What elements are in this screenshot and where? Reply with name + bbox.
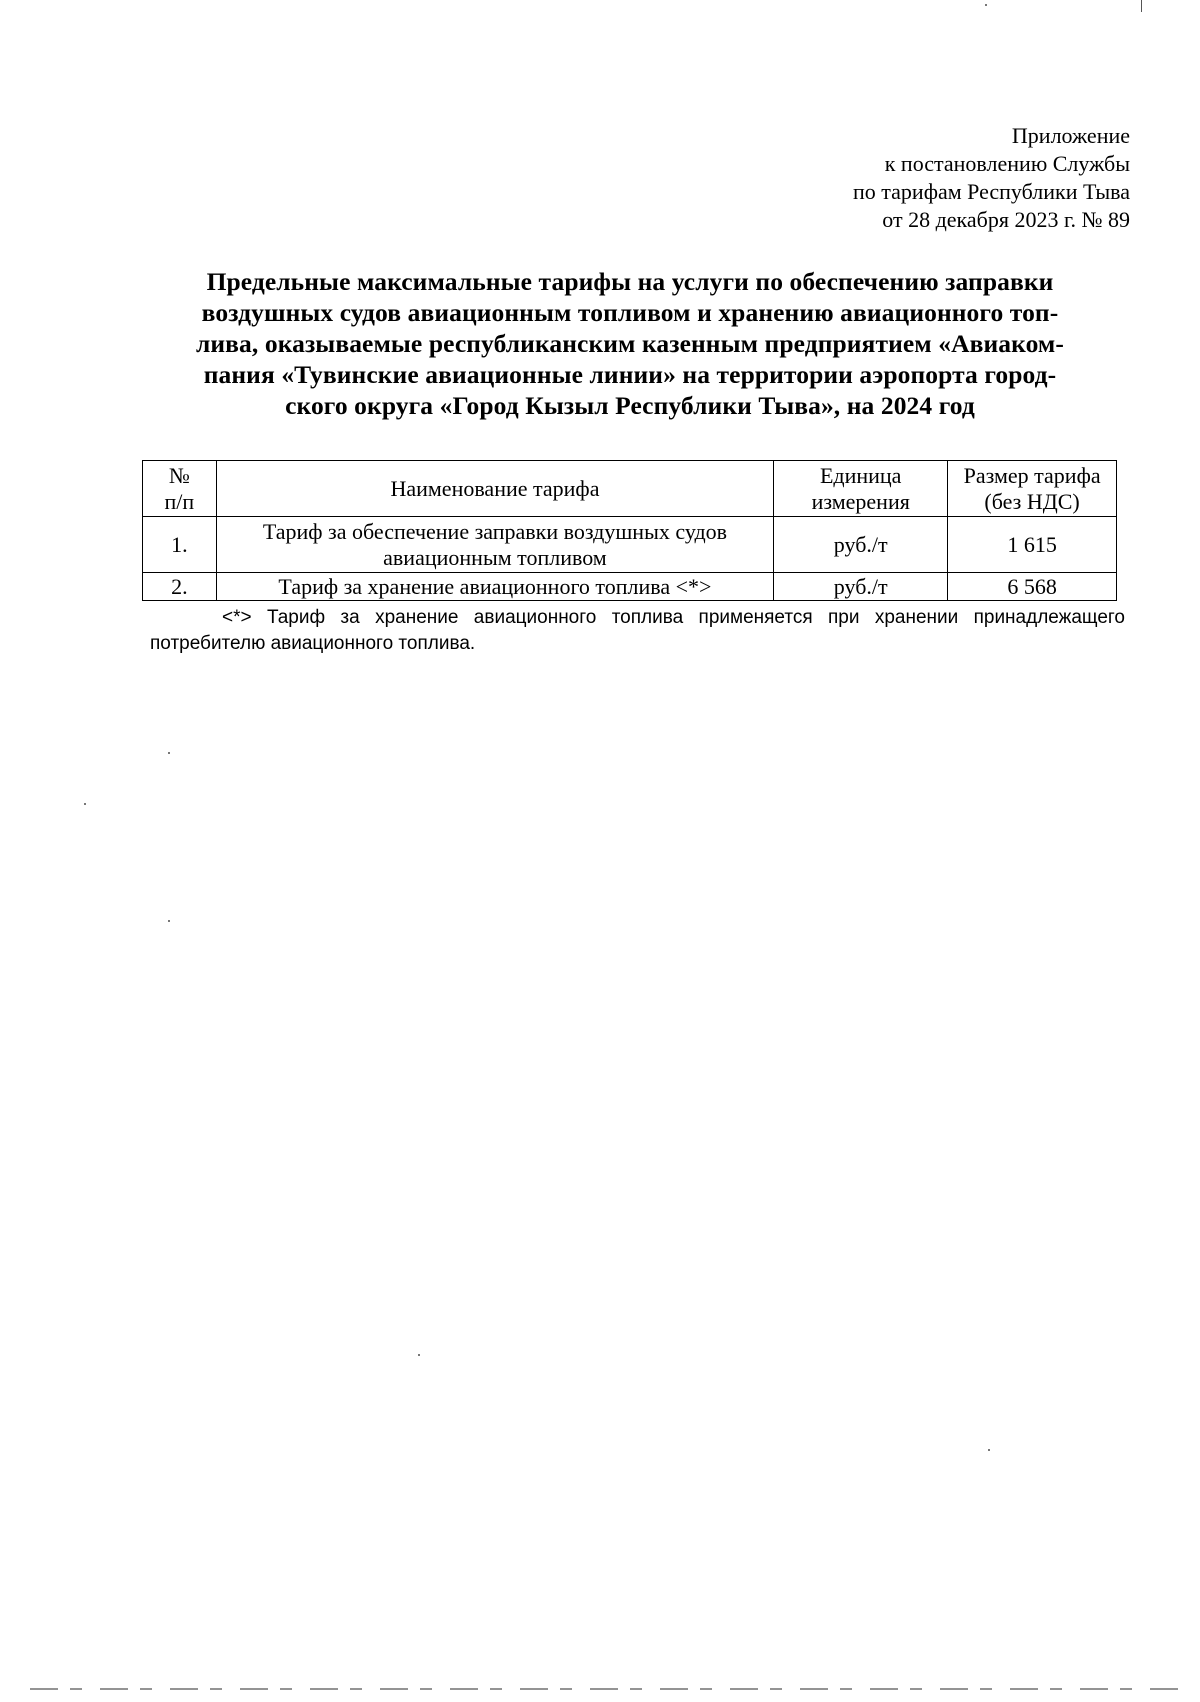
header-number (143, 461, 217, 517)
header-unit (774, 461, 948, 517)
row-number: 2. (143, 573, 217, 601)
appendix-line: по тарифам Республики Тыва (853, 179, 1130, 204)
header-unit-line2: измерения (811, 488, 910, 514)
row-rate: 1 615 (948, 517, 1117, 573)
header-rate (948, 461, 1117, 517)
header-number-line2: п/п (164, 488, 195, 514)
row-unit: руб./т (774, 517, 948, 573)
appendix-line: от 28 декабря 2023 г. № 89 (882, 207, 1130, 232)
table-row (143, 517, 1117, 573)
row-name (216, 517, 774, 573)
title-line: Предельные максимальные тарифы на услуги по обеспечению заправки (206, 267, 1054, 296)
document-title (150, 266, 1110, 421)
scan-speck (168, 752, 170, 754)
header-unit-line1: Единица (819, 462, 902, 488)
header-number-line1: № (168, 462, 190, 488)
scan-speck (418, 1354, 420, 1356)
title-line: воздушных судов авиационным топливом и хранению авиационного топ- (201, 298, 1059, 327)
footnote-text: <*> Тариф за хранение авиационного топлива применяется при хранении принадлежащего потребителю авиационного топлива. (150, 607, 1125, 654)
row-number: 1. (143, 517, 217, 573)
scan-speck (985, 4, 987, 6)
scan-speck (988, 1449, 990, 1451)
header-rate-line1: Размер тарифа (963, 462, 1101, 488)
title-line: ского округа «Город Кызыл Республики Тыва», на 2024 год (285, 391, 975, 420)
row-rate: 6 568 (948, 573, 1117, 601)
title-line: пания «Тувинские авиационные линии» на территории аэропорта город- (203, 360, 1057, 389)
row-unit: руб./т (774, 573, 948, 601)
scan-edge-mark (1141, 0, 1142, 12)
row-name-line1: Тариф за обеспечение заправки воздушных судов (262, 518, 728, 544)
tariff-table (142, 460, 1117, 601)
scan-speck (84, 803, 86, 805)
header-rate-line2: (без НДС) (984, 488, 1080, 514)
title-line: лива, оказываемые республиканским казенным предприятием «Авиаком- (195, 329, 1064, 358)
appendix-line: Приложение (1011, 123, 1130, 148)
scan-speck (168, 920, 170, 922)
table-header-row (143, 461, 1117, 517)
appendix-line: к постановлению Службы (884, 151, 1130, 176)
row-name-line2: авиационным топливом (383, 544, 607, 570)
footnote (150, 605, 1125, 657)
row-name: Тариф за хранение авиационного топлива <*> (216, 573, 774, 601)
table-row (143, 573, 1117, 601)
header-name: Наименование тарифа (216, 461, 774, 517)
appendix-header (600, 122, 1130, 234)
scan-bottom-edge (30, 1688, 1180, 1690)
